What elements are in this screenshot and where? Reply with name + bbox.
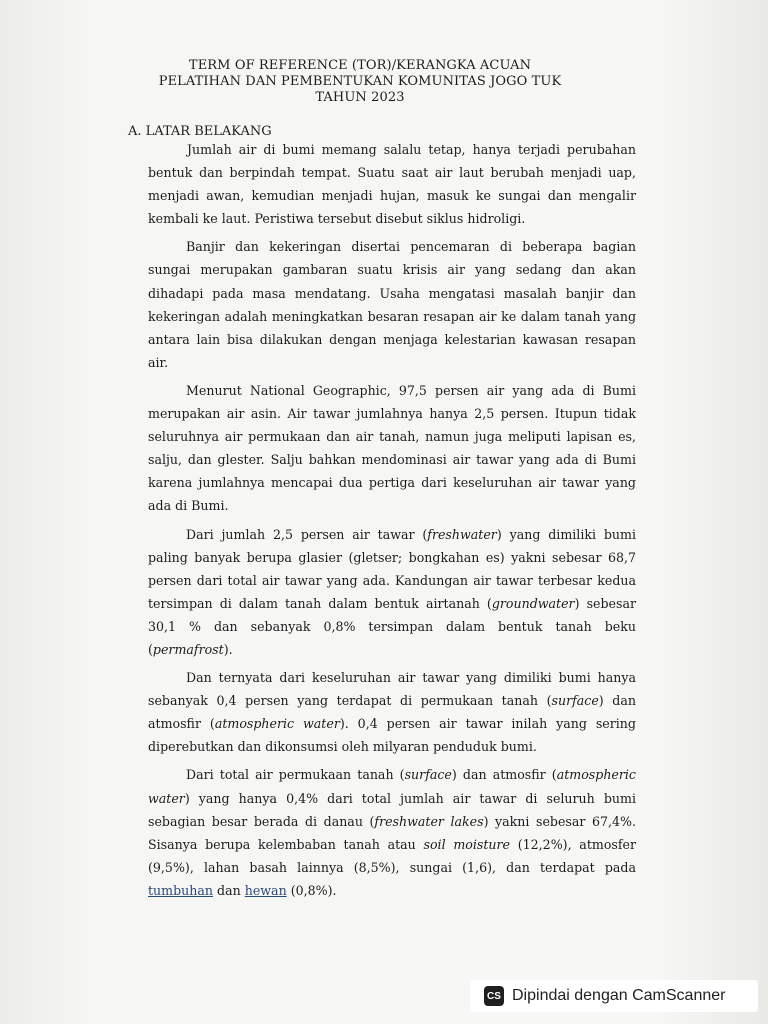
paragraph-6-text-f: dan (213, 882, 245, 898)
paragraph-2: Banjir dan kekeringan disertai pencemaran di beberapa bagian sungai merupakan gambaran suatu krisis air yang sedang dan akan dihadapi pada masa mendatang. Usaha mengatasi masalah banjir dan kekeringan adalah meningkatkan besaran resapan air ke dalam tanah yang antara lain bisa dilakukan dengan menjaga kelestarian kawasan resapan air. (148, 239, 636, 370)
paragraph-4-text-d: ). (223, 641, 233, 657)
italic-term-freshwater-lakes: freshwater lakes (374, 813, 484, 829)
link-tumbuhan[interactable]: tumbuhan (148, 882, 214, 898)
paragraph-3: Menurut National Geographic, 97,5 persen air yang ada di Bumi merupakan air asin. Air tawar jumlahnya hanya 2,5 persen. Itupun tidak seluruhnya air permukaan dan air tanah, namun juga meliputi lapisan es, salju, dan glester. Salju bahkan mendominasi air tawar yang ada di Bumi karena jumlahnya mencapai dua pertiga dari keseluruhan air tawar yang ada di Bumi. (148, 382, 636, 514)
italic-term-groundwater: groundwater (491, 595, 575, 611)
paragraph-4-text-c: ) sebesar 30,1 % dan sebanyak 0,8% tersimpan dalam bentuk tanah beku ( (148, 595, 636, 657)
camscanner-text: Dipindai dengan CamScanner (512, 987, 726, 1004)
italic-term-soil-moisture: soil moisture (423, 836, 510, 852)
title-line-1: TERM OF REFERENCE (TOR)/KERANGKA ACUAN (188, 58, 532, 73)
paragraph-5-text-a: Dan ternyata dari keseluruhan air tawar yang dimiliki bumi hanya sebanyak 0,4 persen yang terdapat di permukaan tanah ( (148, 670, 636, 709)
section-heading: A. LATAR BELAKANG (128, 124, 272, 139)
italic-term-surface: surface (551, 693, 599, 709)
paragraph-6-text-g: (0,8%). (286, 882, 337, 898)
document-body (148, 138, 636, 907)
paragraph-4-text-b: ) yang dimiliki bumi paling banyak berupa glasier (gletser; bongkahan es) yakni sebesar 68,7 persen dari total air tawar yang ada. Kandungan air tawar terbesar kedua tersimpan di dalam tanah dalam bentuk airtanah ( (148, 526, 636, 611)
paragraph-4-text-a: Dari jumlah 2,5 persen air tawar ( (186, 526, 428, 542)
title-line-3: TAHUN 2023 (315, 90, 405, 105)
paragraph-1: Jumlah air di bumi memang salalu tetap, hanya terjadi perubahan bentuk dan berpindah tempat. Suatu saat air laut berubah menjadi uap, menjadi awan, kemudian menjadi hujan, masuk ke sungai dan mengalir kembali ke laut. Peristiwa tersebut disebut siklus hidroligi. (148, 142, 636, 227)
italic-term-atmospheric-water: atmospheric water (148, 767, 636, 806)
italic-term-freshwater: freshwater (427, 526, 497, 542)
paragraph-6-text-e: (12,2%), atmosfer (9,5%), lahan basah lainnya (8,5%), sungai (1,6), dan terdapat pada (148, 836, 636, 875)
paragraph-5-text-b: ) dan atmosfir ( (148, 693, 636, 732)
paragraph-4 (148, 523, 636, 662)
italic-term-atmospheric-water: atmospheric water (214, 716, 340, 732)
paragraph-6-text-a: Dari total air permukaan tanah ( (186, 767, 405, 783)
paragraph-6-text-b: ) dan atmosfir ( (451, 767, 557, 783)
title-line-2: PELATIHAN DAN PEMBENTUKAN KOMUNITAS JOGO TUK (158, 74, 562, 89)
italic-term-surface: surface (404, 767, 452, 783)
camscanner-logo-icon: CS (484, 986, 504, 1006)
paragraph-5-text-c: ). 0,4 persen air tawar inilah yang sering diperebutkan dan dikonsumsi oleh milyaran penduduk bumi. (148, 716, 636, 755)
paragraph-6-text-d: ) yakni sebesar 67,4%. Sisanya berupa kelembaban tanah atau (148, 813, 636, 852)
italic-term-permafrost: permafrost (152, 641, 224, 657)
link-hewan[interactable]: hewan (244, 882, 287, 898)
document-title (120, 58, 600, 106)
paragraph-5 (148, 666, 636, 758)
camscanner-watermark (470, 980, 758, 1012)
paragraph-6-text-c: ) yang hanya 0,4% dari total jumlah air tawar di seluruh bumi sebagian besar berada di danau ( (148, 790, 636, 829)
paragraph-6 (148, 763, 636, 902)
